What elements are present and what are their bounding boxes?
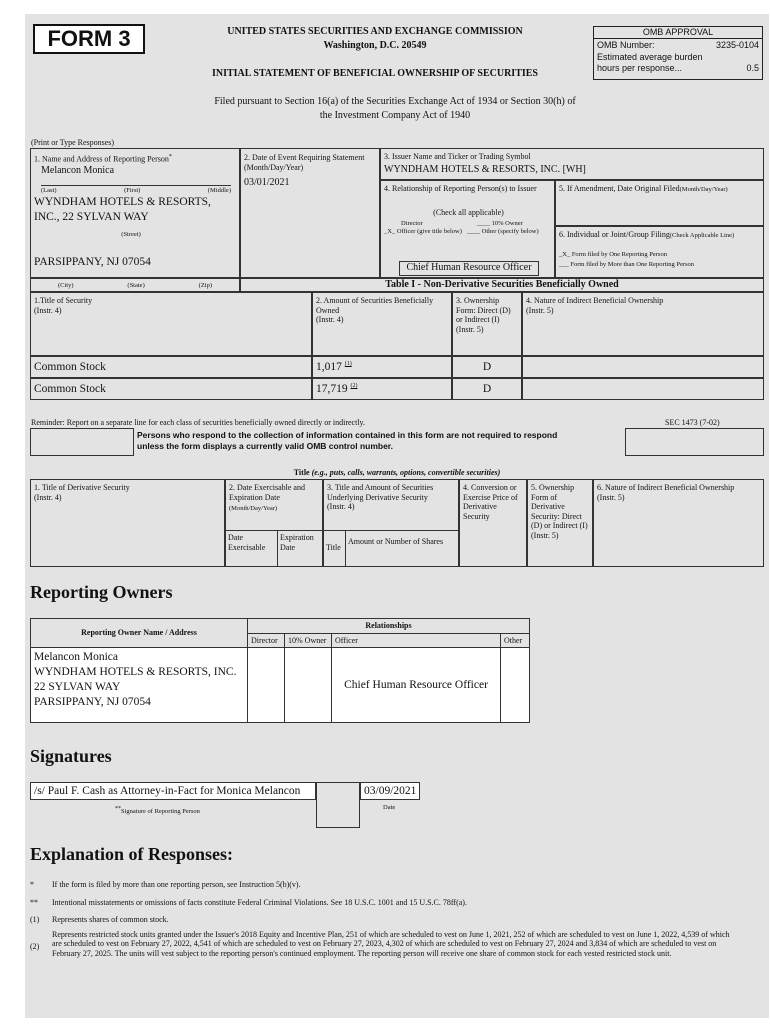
- form-page: [25, 14, 769, 1018]
- signature-value: /s/ Paul F. Cash as Attorney-in-Fact for Monica Melancon: [30, 782, 316, 800]
- t2-col4: 4. Conversion or Exercise Price of Derivative Security: [459, 479, 527, 567]
- agency-location: Washington, D.C. 20549: [323, 40, 427, 51]
- omb-title: OMB APPROVAL: [594, 27, 762, 39]
- ro-officer-header: Officer: [332, 633, 501, 648]
- explanation-item: ** Intentional misstatements or omissions of facts constitute Federal Criminal Violations. See 18 U.S.C. 1001 and 15 U.S.C. 78ff(a).: [30, 897, 467, 907]
- zip-label: (Zip): [198, 281, 213, 289]
- table1-row2-nature: [522, 378, 764, 400]
- sec-code: SEC 1473 (7-02): [665, 418, 720, 427]
- statement-title: INITIAL STATEMENT OF BENEFICIAL OWNERSHIP OF SECURITIES: [211, 68, 538, 79]
- t2-date-exercisable: Date Exercisable: [226, 530, 278, 566]
- t2-expiration: Expiration Date: [278, 530, 322, 566]
- agency-name: UNITED STATES SECURITIES AND EXCHANGE COMMISSION: [227, 26, 523, 37]
- ro-ten-pct-cell: [285, 648, 332, 723]
- city-label: (City): [57, 281, 74, 289]
- reporting-company-2: INC., 22 SYLVAN WAY: [34, 211, 149, 223]
- t2-col2: 2. Date Exercisable and Expiration Date (Month/Day/Year) Date Exercisable Expiration Date: [225, 479, 323, 567]
- t1-col2: 2. Amount of Securities Beneficially Owned: [316, 296, 434, 315]
- box2-event-date: [240, 148, 380, 278]
- persons-blank-box: [625, 428, 764, 456]
- t2-col3: 3. Title and Amount of Securities Underlying Derivative Security (Instr. 4) Title Amount or Number of Shares: [323, 479, 459, 567]
- box3-label: 3. Issuer Name and Ticker or Trading Symbol: [384, 152, 531, 161]
- box4-label: 4. Relationship of Reporting Person(s) to Issuer: [384, 184, 537, 193]
- city-line: PARSIPPANY, NJ 07054: [34, 256, 151, 268]
- t1-col1: 1.Title of Security: [34, 296, 93, 305]
- omb-number: 3235-0104: [715, 40, 759, 50]
- signature-spacer-box: [316, 782, 360, 828]
- table1-row2-form: D: [452, 378, 522, 400]
- omb-hours: 0.5: [746, 63, 759, 73]
- table1-row1-form: D: [452, 356, 522, 378]
- t1-col2b: (Instr. 4): [316, 315, 344, 325]
- box1-label: 1. Name and Address of Reporting Person*: [34, 154, 172, 164]
- director-label: Director: [401, 220, 423, 227]
- omb-burden-label: Estimated average burden: [597, 52, 703, 62]
- explanation-item: (1) Represents shares of common stock.: [30, 915, 169, 925]
- middle-label: (Middle): [207, 187, 231, 194]
- ro-name-header: Reporting Owner Name / Address: [31, 619, 248, 648]
- box3-issuer: [380, 148, 764, 180]
- table1-col4-header: [522, 292, 764, 356]
- last-label: (Last): [41, 187, 57, 194]
- table1-row1-amount: 1,017 $^{(1)}$: [312, 356, 452, 378]
- first-label: (First): [124, 187, 141, 194]
- reminder-text: Reminder: Report on a separate line for each class of securities beneficially owned directly or indirectly.: [31, 418, 366, 427]
- t2-amount-sub: Amount or Number of Shares: [346, 530, 458, 566]
- t1-col4b: (Instr. 5): [526, 305, 554, 315]
- other-label: ____ Other (specify below): [467, 228, 539, 235]
- box6-filing: [555, 226, 764, 278]
- city-state-zip-labels: [30, 278, 240, 292]
- box4-relationship: [380, 180, 555, 278]
- ro-director-header: Director: [248, 633, 285, 648]
- state-label: (State): [127, 281, 145, 289]
- table1-row1-nature: [522, 356, 764, 378]
- box6-label: 6. Individual or Joint/Group Filing(Check Applicable Line): [559, 230, 735, 239]
- signatures-heading: Signatures: [30, 746, 112, 766]
- ten-pct-label: ____ 10% Owner: [477, 220, 523, 227]
- signature-label: **Signature of Reporting Person: [115, 806, 200, 816]
- explanation-item: (2) Represents restricted stock units granted under the Issuer's 2018 Equity and Incentive Plan, 251 of which are scheduled to vest on June 1, 2021, 252 of which are scheduled to vest on June 1, 2022, 4,539 of which are scheduled to vest on February 27, 2022, 4,541 of which are scheduled to vest on February 27, 2023, 4,302 of which are scheduled to vest on February 27, 2024 and 3,834 of which are scheduled to vest on February 27, 2025. The units will vest subject to the reporting person's continued employment. The reporting person will receive one share of common stock for each vested restricted stock unit.: [30, 929, 730, 958]
- t2-title-sub: Title: [324, 530, 346, 566]
- t2-col6: 6. Nature of Indirect Beneficial Ownership (Instr. 5): [593, 479, 764, 567]
- reporting-company: WYNDHAM HOTELS & RESORTS,: [34, 196, 211, 208]
- t1-col4: 4. Nature of Indirect Beneficial Ownership: [526, 296, 664, 305]
- t1-col3: 3. Ownership Form: Direct (D) or Indirect (I): [456, 296, 511, 325]
- reminder-blank-box: [30, 428, 134, 456]
- check-all-label: (Check all applicable): [433, 208, 504, 217]
- t2-col1: 1. Title of Derivative Security (Instr. 4): [30, 479, 225, 567]
- table2-title: Title (e.g., puts, calls, warrants, options, convertible securities): [293, 468, 501, 477]
- form-more-persons: ___ Form filed by More than One Reporting Person: [559, 261, 695, 268]
- street-label: (Street): [121, 231, 141, 238]
- table1-title: Table I - Non-Derivative Securities Beneficially Owned: [240, 278, 764, 292]
- ro-other-header: Other: [501, 633, 530, 648]
- omb-approval-box: [593, 26, 763, 80]
- box5-amendment: [555, 180, 764, 226]
- officer-title: Chief Human Resource Officer: [399, 261, 539, 276]
- reporting-person-name: Melancon Monica: [41, 165, 115, 176]
- persons-note: Persons who respond to the collection of information contained in this form are not required to respond unless the form displays a currently valid OMB control number.: [137, 430, 558, 451]
- reporting-owners-table: [30, 618, 530, 723]
- explanation-item: * If the form is filed by more than one reporting person, see Instruction 5(b)(v).: [30, 880, 301, 889]
- ro-officer-cell: Chief Human Resource Officer: [332, 648, 501, 723]
- print-note: (Print or Type Responses): [31, 138, 115, 147]
- box1-reporting-person: [30, 148, 240, 278]
- table1-col2-header: [312, 292, 452, 356]
- table1-row2-title: Common Stock: [30, 378, 312, 400]
- table1-col1-header: [30, 292, 312, 356]
- table1-col3-header: [452, 292, 522, 356]
- ro-director-cell: [248, 648, 285, 723]
- box5-label: 5. If Amendment, Date Original Filed(Month/Day/Year): [559, 184, 728, 193]
- issuer-name: WYNDHAM HOTELS & RESORTS, INC. [WH]: [384, 164, 586, 175]
- ro-other-cell: [501, 648, 530, 723]
- reporting-owners-heading: Reporting Owners: [30, 582, 173, 602]
- filed-pursuant: Filed pursuant to Section 16(a) of the Securities Exchange Act of 1934 or Section 30(h) of: [214, 96, 576, 107]
- table1-row2-amount: 17,719 $^{(2)}$: [312, 378, 452, 400]
- explanation-list: [30, 880, 730, 959]
- event-date: 03/01/2021: [244, 177, 290, 188]
- omb-number-label: OMB Number:: [597, 40, 655, 50]
- box2-label: 2. Date of Event Requiring Statement (Month/Day/Year): [244, 153, 365, 172]
- form-one-person: _X_ Form filed by One Reporting Person: [559, 251, 667, 258]
- signature-date: 03/09/2021: [360, 782, 420, 800]
- filed-pursuant-2: the Investment Company Act of 1940: [319, 110, 471, 121]
- explanation-heading: Explanation of Responses:: [30, 844, 234, 864]
- table1-row1-title: Common Stock: [30, 356, 312, 378]
- omb-hours-label: hours per response...: [597, 63, 683, 73]
- t1-col1b: (Instr. 4): [34, 305, 62, 315]
- t2-col5: 5. Ownership Form of Derivative Security: Direct (D) or Indirect (I) (Instr. 5): [527, 479, 593, 567]
- ro-relationships-header: Relationships: [248, 619, 530, 634]
- box1-label-mark: *: [168, 154, 172, 160]
- officer-label: _X_ Officer (give title below): [384, 228, 462, 235]
- date-label: Date: [383, 804, 396, 811]
- form-title: FORM 3: [33, 24, 145, 54]
- ro-ten-pct-header: 10% Owner: [285, 633, 332, 648]
- ro-owner-address: Melancon Monica WYNDHAM HOTELS & RESORTS, INC. 22 SYLVAN WAY PARSIPPANY, NJ 07054: [31, 648, 248, 723]
- t1-col3b: (Instr. 5): [456, 324, 484, 334]
